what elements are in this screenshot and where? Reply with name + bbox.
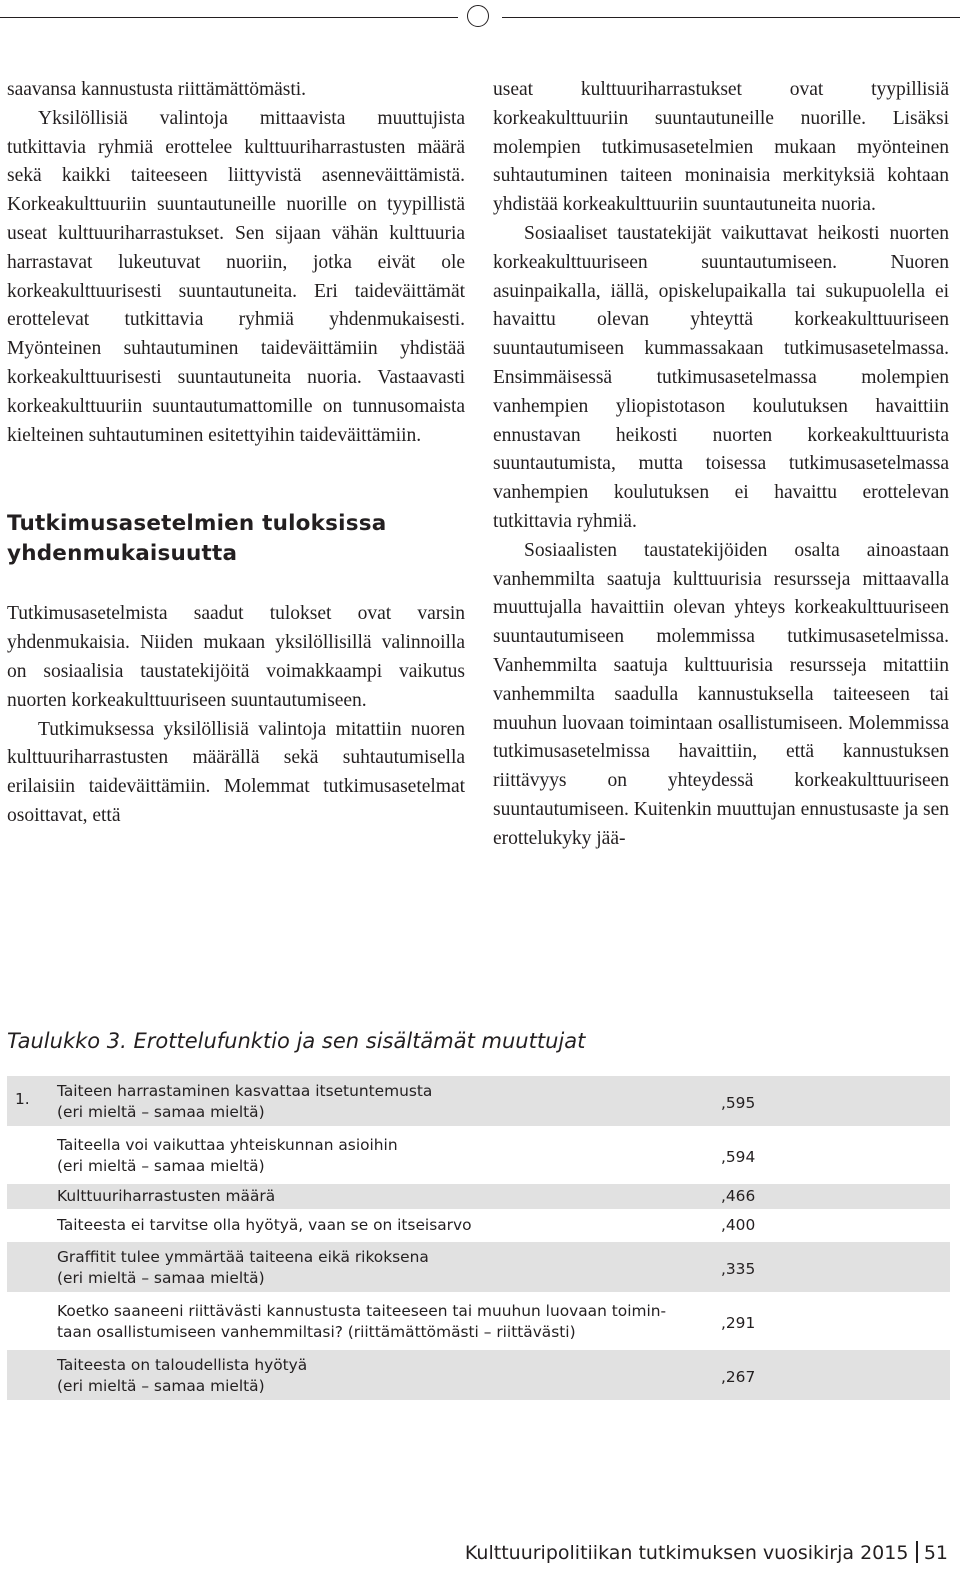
footer-separator: [916, 1541, 917, 1563]
publication-title: Kulttuuripolitiikan tutkimuksen vuosikirja 2015: [464, 1542, 909, 1564]
table-row: [7, 1242, 950, 1292]
row-description-line1: Graffitit tulee ymmärtää taiteena eikä rikoksena: [57, 1248, 429, 1266]
row-value: ,400: [721, 1216, 756, 1234]
left-paragraph-1: saavansa kannustusta riittämättömästi.: [7, 79, 307, 100]
table-row: [7, 1350, 950, 1400]
row-description: [57, 1355, 717, 1397]
left-paragraph-4: Tutkimuksessa yksilöllisiä valintoja mitattiin nuoren kulttuuriharrastusten määrällä sekä suhtautumisella erilaisiin taideväittämiin. Molemmat tutkimusasetelmat osoittavat, että: [7, 718, 465, 826]
row-description-line2: (eri mieltä – samaa mieltä): [57, 1377, 265, 1395]
row-description-line2: (eri mieltä – samaa mieltä): [57, 1157, 265, 1175]
table-row: [7, 1184, 950, 1209]
row-description-line2: (eri mieltä – samaa mieltä): [57, 1269, 265, 1287]
row-description: Taiteesta ei tarvitse olla hyötyä, vaan se on itseisarvo: [57, 1216, 472, 1234]
table-row: [7, 1296, 950, 1346]
table-caption: Taulukko 3. Erottelufunktio ja sen sisältämät muuttujat: [7, 1029, 586, 1053]
row-description-line2: taan osallistumiseen vanhemmiltasi? (riittämättömästi – riittävästi): [57, 1323, 576, 1341]
page-number: 51: [923, 1542, 948, 1564]
left-paragraph-2: Yksilöllisiä valintoja mittaavista muuttujista tutkittavia ryhmiä erottelee kulttuuriharrastusten määrä sekä kaikki taiteeseen liittyvistä asenneväittämistä. Korkeakulttuuriin suuntautuneille nuorille on tyypillistä useat kulttuuriharrastukset. Sen sijaan vähän kulttuuria harrastavat lukeutuvat nuoriin, jotka eivät ole korkeakulttuurisesti suuntautuneita. Eri taideväittämät erottelevat tutkittavia ryhmiä yhdenmukaisesti. Myönteinen suhtautuminen taideväittämiin yhdistää korkeakulttuurisesti suuntautuneita nuoria. Vastaavasti korkeakulttuuriin suuntautumattomille on tunnusomaista kielteinen suhtautuminen esitettyihin taideväittämiin.: [7, 107, 465, 446]
page-footer: [465, 1540, 948, 1566]
row-description-line2: (eri mieltä – samaa mieltä): [57, 1103, 265, 1121]
row-description: [57, 1135, 717, 1177]
row-description: [57, 1081, 717, 1123]
row-description-line1: Taiteesta on taloudellista hyötyä: [57, 1356, 308, 1374]
section-heading: Tutkimusasetelmien tuloksissa yhdenmukaisuutta: [7, 511, 387, 567]
row-description-line1: Taiteella voi vaikuttaa yhteiskunnan asioihin: [57, 1136, 398, 1154]
top-rule-left: [0, 17, 458, 18]
left-paragraph-3: Tutkimusasetelmista saadut tulokset ovat varsin yhdenmukaisia. Niiden mukaan yksilöllisillä valinnoilla on sosiaalisia taustatekijöitä voimakkaampi vaikutus nuorten korkeakulttuuriseen suuntautumiseen.: [7, 603, 465, 711]
row-description-line1: Taiteen harrastaminen kasvattaa itsetuntemusta: [57, 1082, 433, 1100]
right-paragraph-1: useat kulttuuriharrastukset ovat tyypillisiä korkeakulttuuriin suuntautuneille nuorille. Lisäksi molempien tutkimusasetelmien mukaan myönteinen suhtautuminen taiteen moninaisia merkityksiä kohtaan yhdistää korkeakulttuuriin suuntautuneita nuoria.: [493, 79, 949, 216]
table-row: [7, 1130, 950, 1180]
table-row: [7, 1213, 950, 1238]
row-value: ,594: [721, 1148, 756, 1166]
table-row: [7, 1076, 950, 1126]
left-column: [7, 76, 465, 831]
row-value: ,291: [721, 1314, 756, 1332]
row-value: ,466: [721, 1187, 756, 1205]
function-number: 1.: [15, 1090, 30, 1108]
right-column: [493, 76, 949, 854]
row-description: [57, 1247, 717, 1289]
top-circle-ornament: [467, 5, 489, 27]
row-description: [57, 1301, 717, 1343]
row-description: Kulttuuriharrastusten määrä: [57, 1187, 276, 1205]
row-value: ,595: [721, 1094, 756, 1112]
row-value: ,335: [721, 1260, 756, 1278]
row-value: ,267: [721, 1368, 756, 1386]
row-description-line1: Koetko saaneeni riittävästi kannustusta taiteeseen tai muuhun luovaan toimin-: [57, 1302, 667, 1320]
top-rule-right: [502, 17, 960, 18]
discriminant-table: [7, 1076, 950, 1400]
right-paragraph-3: Sosiaalisten taustatekijöiden osalta ainoastaan vanhemmilta saatuja kulttuurisia resursseja mittaavalla muuttujalla havaittiin olevan yhteys korkeakulttuuriseen suuntautumiseen molemmissa tutkimusasetelmissa. Vanhemmilta saatuja kulttuurisia resursseja mitattiin vanhemmilta saadulla kannustuksella taiteeseen tai muuhun luovaan toimintaan osallistumiseen. Molemmissa tutkimusasetelmissa havaittiin, että kannustuksen riittävyys on yhteydessä korkeakulttuuriseen suuntautumiseen. Kuitenkin muuttujan ennustusaste ja sen erottelukyky jää-: [493, 539, 949, 849]
right-paragraph-2: Sosiaaliset taustatekijät vaikuttavat heikosti nuorten korkeakulttuuriseen suuntautumiseen. Nuoren asuinpaikalla, iällä, opiskelupaikalla tai sukupuolella ei havaittu olevan yhteyttä korkeakulttuuriseen suuntautumiseen kummassakaan tutkimusasetelmassa. Ensimmäisessä tutkimusasetelmassa molempien vanhempien yliopistotason koulutuksen havaittiin ennustavan heikosti nuorten korkeakulttuurista suuntautumista, mutta toisessa tutkimusasetelmassa vanhempien koulutuksen ei havaittu erottelevan tutkittavia ryhmiä.: [493, 222, 949, 532]
